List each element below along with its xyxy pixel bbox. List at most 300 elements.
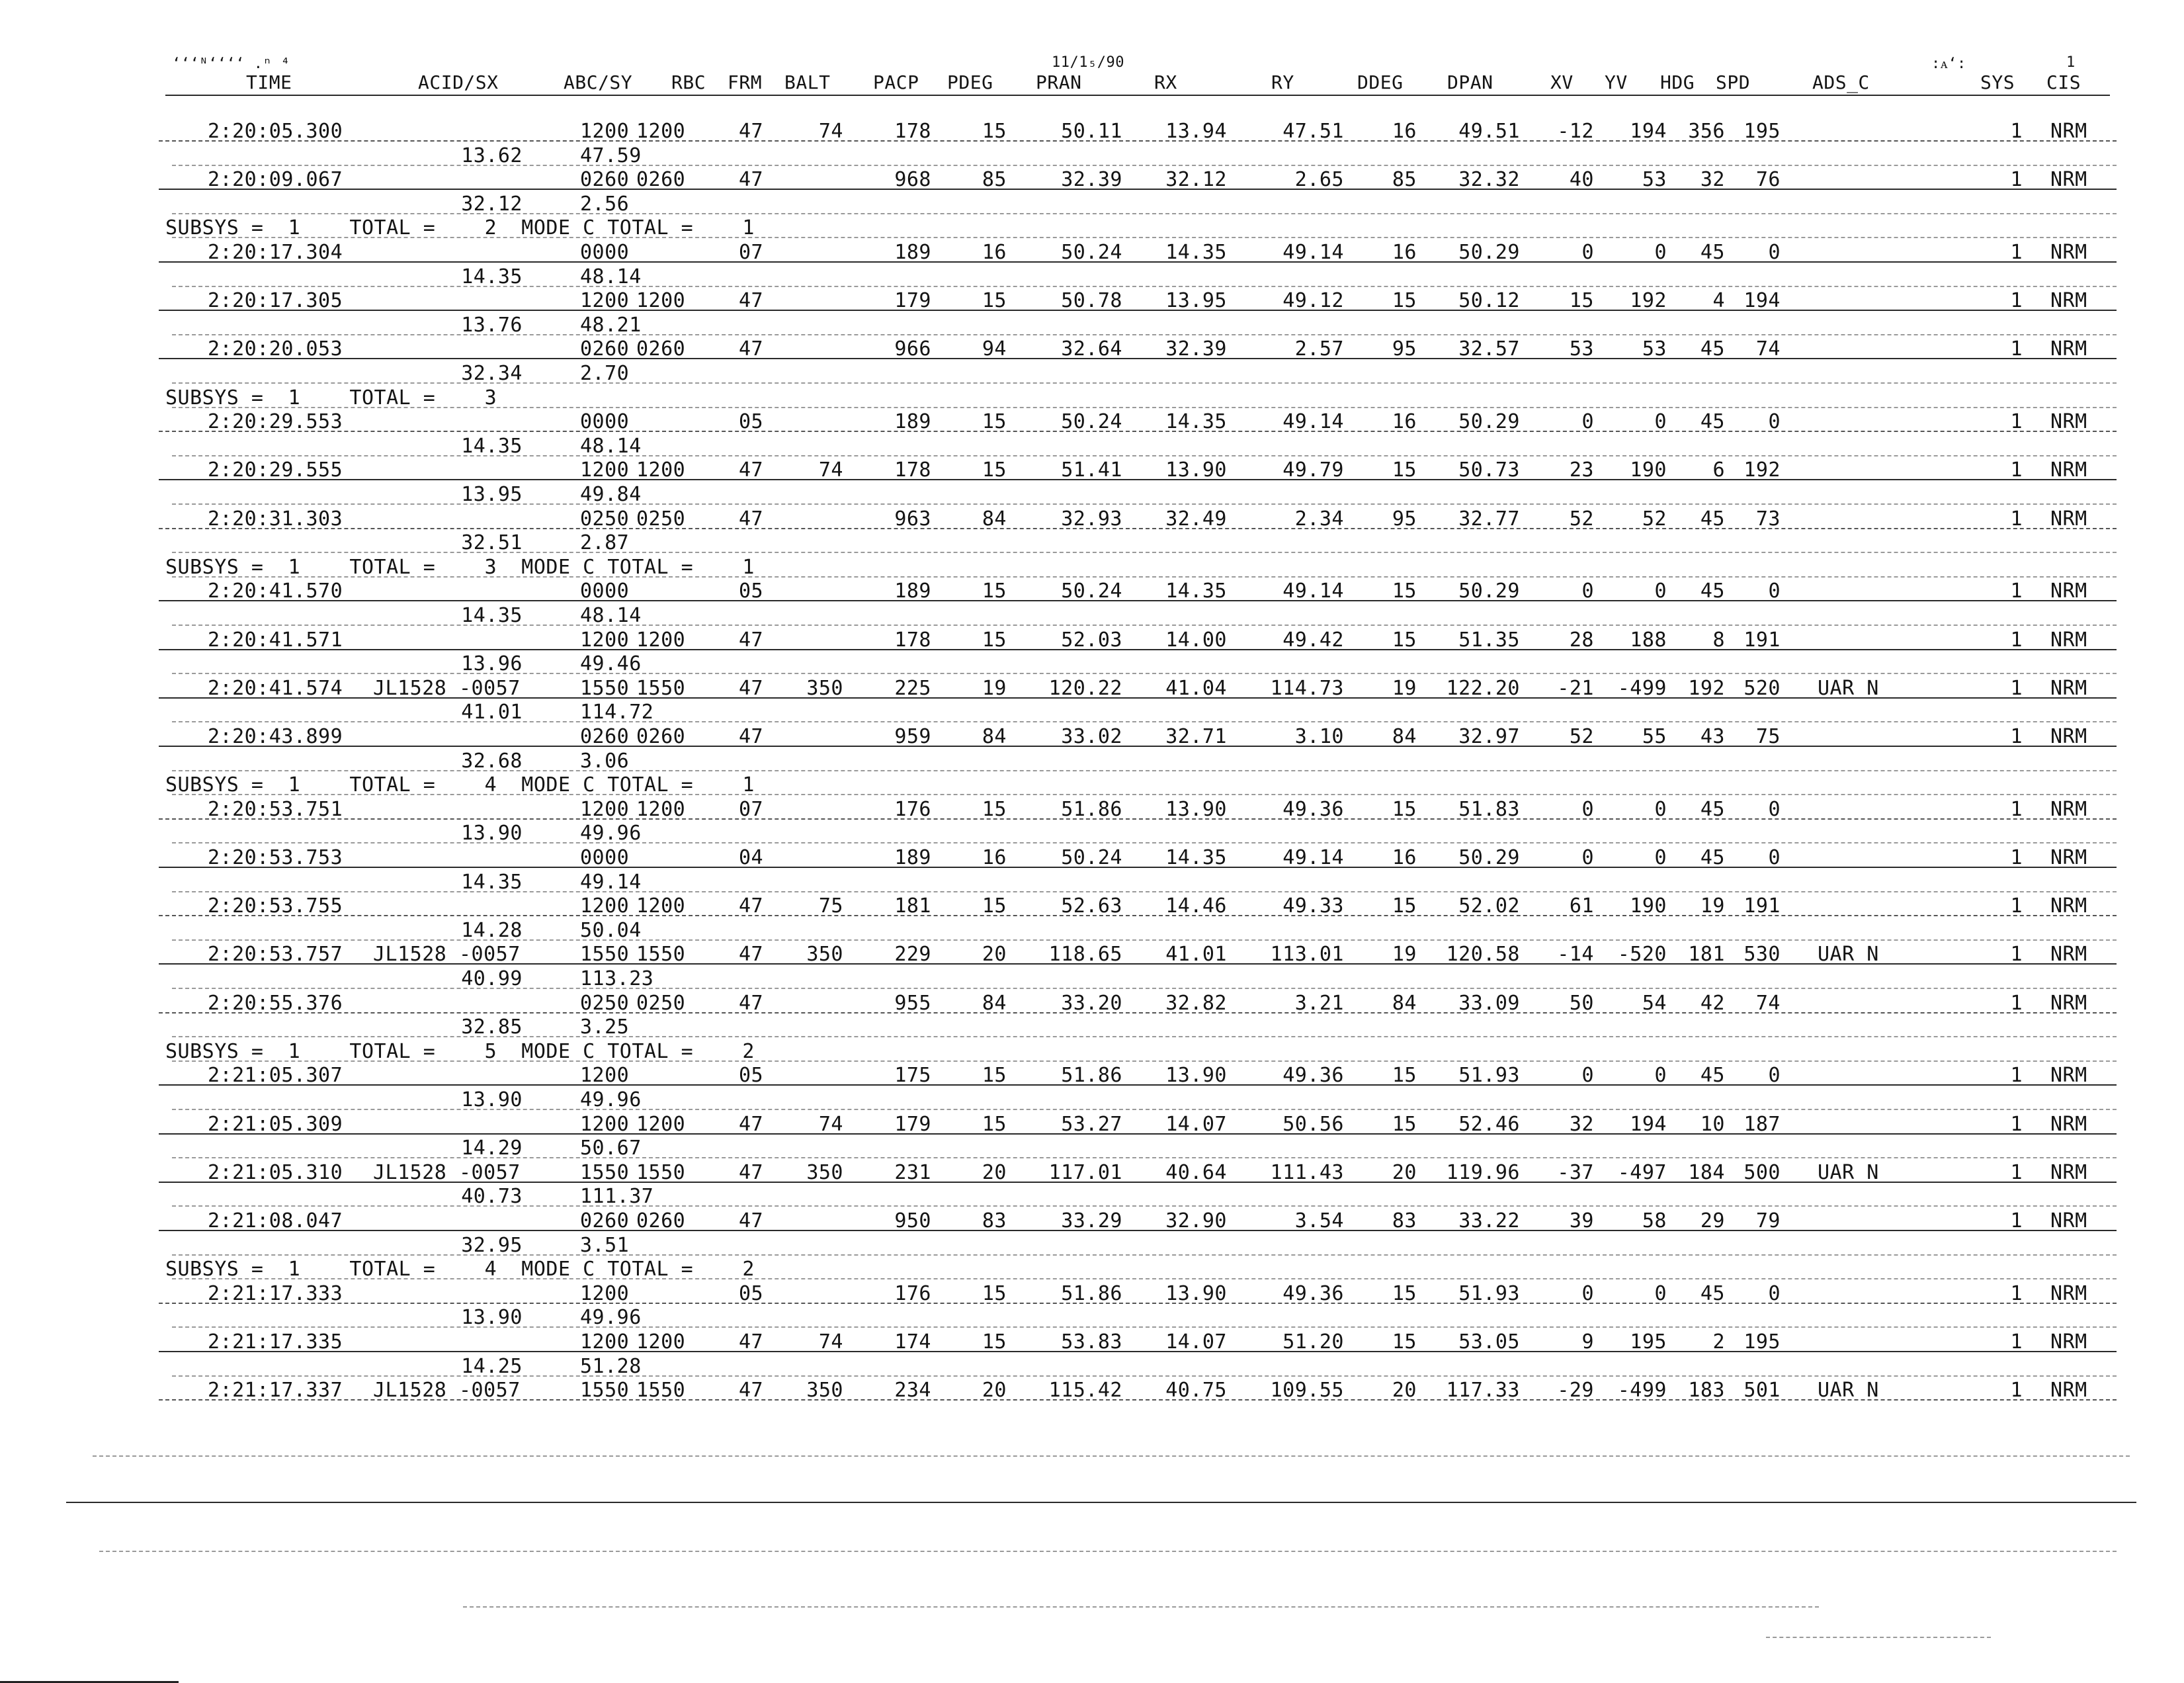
cell-time: 2:20:17.305	[208, 289, 343, 312]
cell-ddeg: 15	[1392, 580, 1417, 603]
column-header-rx: RX	[1154, 71, 1177, 93]
cell-pdeg: 85	[982, 168, 1007, 191]
cell-hdg: 45	[1700, 580, 1725, 603]
cell-yv: 190	[1630, 894, 1667, 918]
cell-pdeg: 94	[982, 337, 1007, 361]
cell-ads: UAR N	[1818, 677, 1879, 700]
cell-abc: 0260	[580, 168, 630, 191]
cell-abc: 1200	[580, 458, 630, 482]
cell-hdg: 183	[1688, 1379, 1725, 1402]
cell-frm: 47	[739, 943, 764, 966]
subrow-value-sub1: 14.25	[461, 1355, 523, 1378]
column-header-xv: XV	[1550, 71, 1574, 93]
cell-ddeg: 16	[1392, 241, 1417, 264]
cell-rx: 14.07	[1165, 1330, 1227, 1354]
cell-yv: 194	[1630, 1113, 1667, 1136]
cell-rbc: 1550	[636, 943, 686, 966]
subrow-value-sub2: 50.67	[580, 1137, 642, 1160]
cell-frm: 47	[739, 628, 764, 652]
subrow-value-sub1: 32.68	[461, 750, 523, 773]
subrow-value-sub2: 48.14	[580, 265, 642, 288]
cell-balt: 74	[818, 1113, 843, 1136]
cell-abc: 0000	[580, 846, 630, 869]
cell-xv: 0	[1581, 1064, 1594, 1087]
cell-yv: -497	[1617, 1161, 1667, 1184]
cell-hdg: 45	[1700, 241, 1725, 264]
subsystem-summary: SUBSYS = 1 TOTAL = 4 MODE C TOTAL = 2	[165, 1258, 755, 1281]
cell-frm: 47	[739, 1161, 764, 1184]
cell-ry: 51.20	[1282, 1330, 1344, 1354]
cell-rx: 14.07	[1165, 1113, 1227, 1136]
subrow-value-sub2: 2.87	[580, 531, 630, 554]
cell-balt: 350	[806, 1379, 843, 1402]
row-underline	[159, 1303, 2117, 1304]
column-header-abc-sy: ABC/SY	[564, 71, 633, 93]
cell-pacp: 225	[894, 677, 931, 700]
column-header-rbc: RBC	[671, 71, 706, 93]
subrow-underline	[172, 625, 2117, 626]
cell-rbc: 0260	[636, 337, 686, 361]
cell-ddeg: 19	[1392, 677, 1417, 700]
cell-pdeg: 19	[982, 677, 1007, 700]
subrow-underline	[172, 1254, 2117, 1256]
cell-ddeg: 84	[1392, 992, 1417, 1015]
subrow-value-sub2: 114.72	[580, 701, 654, 724]
cell-ry: 49.12	[1282, 289, 1344, 312]
cell-dpan: 32.57	[1458, 337, 1520, 361]
cell-pran: 53.27	[1061, 1113, 1122, 1136]
subrow-underline	[172, 1060, 2117, 1062]
cell-xv: 32	[1569, 1113, 1594, 1136]
cell-ddeg: 20	[1392, 1379, 1417, 1402]
subrow-value-sub1: 41.01	[461, 701, 523, 724]
cell-yv: -520	[1617, 943, 1667, 966]
trailing-rule	[1766, 1637, 1991, 1638]
cell-yv: 0	[1654, 580, 1667, 603]
cell-ry: 49.36	[1282, 798, 1344, 821]
cell-cis: NRM	[2050, 580, 2087, 603]
cell-balt: 75	[818, 894, 843, 918]
subrow-underline	[172, 891, 2117, 892]
cell-ddeg: 15	[1392, 798, 1417, 821]
cell-time: 2:21:08.047	[208, 1209, 343, 1232]
cell-dpan: 49.51	[1458, 120, 1520, 143]
cell-balt: 74	[818, 120, 843, 143]
cell-sys: 1	[2010, 1282, 2023, 1305]
cell-hdg: 43	[1700, 725, 1725, 748]
cell-frm: 47	[739, 725, 764, 748]
trailing-rule	[66, 1502, 2136, 1503]
subrow-value-sub1: 32.51	[461, 531, 523, 554]
subrow-value-sub1: 13.96	[461, 652, 523, 675]
column-header-time: TIME	[246, 71, 292, 93]
cell-cis: NRM	[2050, 241, 2087, 264]
cell-dpan: 51.83	[1458, 798, 1520, 821]
subrow-value-sub1: 32.34	[461, 362, 523, 385]
cell-frm: 47	[739, 120, 764, 143]
cell-pacp: 178	[894, 628, 931, 652]
cell-ddeg: 20	[1392, 1161, 1417, 1184]
cell-time: 2:20:53.757	[208, 943, 343, 966]
cell-ry: 50.56	[1282, 1113, 1344, 1136]
cell-hdg: 42	[1700, 992, 1725, 1015]
cell-ry: 2.34	[1294, 507, 1344, 531]
cell-pran: 50.24	[1061, 846, 1122, 869]
cell-pran: 52.63	[1061, 894, 1122, 918]
row-underline	[159, 915, 2117, 916]
cell-xv: 52	[1569, 725, 1594, 748]
cell-pacp: 174	[894, 1330, 931, 1354]
cell-pran: 50.24	[1061, 241, 1122, 264]
cell-ddeg: 16	[1392, 410, 1417, 433]
cell-pacp: 176	[894, 1282, 931, 1305]
cell-frm: 47	[739, 1379, 764, 1402]
cell-dpan: 50.29	[1458, 410, 1520, 433]
cell-sys: 1	[2010, 458, 2023, 482]
subrow-value-sub2: 49.96	[580, 1088, 642, 1111]
cell-ddeg: 15	[1392, 1330, 1417, 1354]
cell-dpan: 32.77	[1458, 507, 1520, 531]
cell-yv: 188	[1630, 628, 1667, 652]
cell-yv: -499	[1617, 677, 1667, 700]
column-header-pdeg: PDEG	[947, 71, 993, 93]
cell-cis: NRM	[2050, 943, 2087, 966]
subrow-underline	[172, 455, 2117, 456]
cell-hdg: 19	[1700, 894, 1725, 918]
cell-abc: 0000	[580, 580, 630, 603]
cell-rx: 13.90	[1165, 1282, 1227, 1305]
cell-balt: 350	[806, 677, 843, 700]
cell-abc: 1200	[580, 1113, 630, 1136]
cell-rx: 32.90	[1165, 1209, 1227, 1232]
cell-rx: 32.82	[1165, 992, 1227, 1015]
subsystem-summary: SUBSYS = 1 TOTAL = 3	[165, 386, 497, 410]
row-underline	[159, 1012, 2117, 1014]
cell-sys: 1	[2010, 1113, 2023, 1136]
cell-rx: 32.49	[1165, 507, 1227, 531]
cell-pdeg: 15	[982, 120, 1007, 143]
cell-hdg: 45	[1700, 1282, 1725, 1305]
cell-rx: 14.35	[1165, 410, 1227, 433]
cell-spd: 0	[1768, 798, 1781, 821]
cell-spd: 74	[1755, 337, 1781, 361]
cell-yv: 194	[1630, 120, 1667, 143]
column-header-spd: SPD	[1716, 71, 1751, 93]
cell-yv: 53	[1642, 337, 1667, 361]
cell-pdeg: 16	[982, 846, 1007, 869]
cell-hdg: 8	[1712, 628, 1725, 652]
cell-dpan: 53.05	[1458, 1330, 1520, 1354]
cell-ry: 111.43	[1270, 1161, 1344, 1184]
cell-cis: NRM	[2050, 337, 2087, 361]
run-id-label: ʻʻʻᴺʻʻʻʻ .ⁿ ⁴	[172, 56, 290, 72]
row-underline	[159, 358, 2117, 359]
cell-rbc: 0250	[636, 507, 686, 531]
cell-pacp: 189	[894, 410, 931, 433]
cell-rbc: 1200	[636, 1330, 686, 1354]
cell-xv: 0	[1581, 410, 1594, 433]
cell-ry: 49.14	[1282, 241, 1344, 264]
cell-cis: NRM	[2050, 725, 2087, 748]
cell-pacp: 963	[894, 507, 931, 531]
trailing-rule	[99, 1551, 2117, 1552]
cell-abc: 0000	[580, 241, 630, 264]
cell-xv: -14	[1557, 943, 1594, 966]
cell-spd: 520	[1743, 677, 1781, 700]
cell-time: 2:20:43.899	[208, 725, 343, 748]
cell-ads: UAR N	[1818, 943, 1879, 966]
cell-pran: 33.02	[1061, 725, 1122, 748]
cell-spd: 191	[1743, 628, 1781, 652]
cell-ry: 2.65	[1294, 168, 1344, 191]
cell-rbc: 1200	[636, 289, 686, 312]
cell-dpan: 51.35	[1458, 628, 1520, 652]
cell-rbc: 1200	[636, 628, 686, 652]
cell-ddeg: 95	[1392, 337, 1417, 361]
subrow-underline	[172, 673, 2117, 674]
cell-rbc: 0260	[636, 168, 686, 191]
cell-hdg: 192	[1688, 677, 1725, 700]
cell-time: 2:20:55.376	[208, 992, 343, 1015]
cell-xv: -21	[1557, 677, 1594, 700]
cell-pran: 120.22	[1048, 677, 1122, 700]
cell-yv: 55	[1642, 725, 1667, 748]
cell-frm: 47	[739, 1113, 764, 1136]
subrow-value-sub2: 50.04	[580, 919, 642, 942]
cell-pdeg: 84	[982, 507, 1007, 531]
column-header-ddeg: DDEG	[1357, 71, 1404, 93]
cell-pran: 51.86	[1061, 798, 1122, 821]
subrow-value-sub1: 13.90	[461, 1306, 523, 1329]
cell-rx: 14.35	[1165, 846, 1227, 869]
cell-sys: 1	[2010, 1161, 2023, 1184]
trailing-rule	[93, 1455, 2130, 1457]
cell-rx: 13.90	[1165, 458, 1227, 482]
column-header-frm: FRM	[728, 71, 763, 93]
cell-time: 2:20:53.755	[208, 894, 343, 918]
cell-rx: 14.46	[1165, 894, 1227, 918]
cell-pacp: 189	[894, 846, 931, 869]
cell-ddeg: 95	[1392, 507, 1417, 531]
cell-rx: 41.04	[1165, 677, 1227, 700]
cell-frm: 47	[739, 289, 764, 312]
subrow-value-sub2: 49.96	[580, 822, 642, 845]
report-date: 11/1₅/90	[1052, 54, 1124, 71]
cell-pacp: 175	[894, 1064, 931, 1087]
cell-ddeg: 16	[1392, 120, 1417, 143]
cell-spd: 0	[1768, 410, 1781, 433]
cell-time: 2:21:17.333	[208, 1282, 343, 1305]
cell-yv: 54	[1642, 992, 1667, 1015]
cell-cis: NRM	[2050, 992, 2087, 1015]
cell-abc: 1550	[580, 1161, 630, 1184]
cell-ads: UAR N	[1818, 1379, 1879, 1402]
cell-abc: 0000	[580, 410, 630, 433]
cell-time: 2:20:53.753	[208, 846, 343, 869]
subrow-value-sub2: 2.70	[580, 362, 630, 385]
subrow-underline	[172, 794, 2117, 795]
cell-rx: 40.75	[1165, 1379, 1227, 1402]
cell-ads: UAR N	[1818, 1161, 1879, 1184]
cell-ry: 49.33	[1282, 894, 1344, 918]
cell-frm: 05	[739, 410, 764, 433]
subrow-underline	[172, 576, 2117, 578]
cell-abc: 0250	[580, 992, 630, 1015]
cell-hdg: 10	[1700, 1113, 1725, 1136]
cell-cis: NRM	[2050, 798, 2087, 821]
cell-pran: 51.41	[1061, 458, 1122, 482]
column-header-sys: SYS	[1980, 71, 2015, 93]
cell-abc: 0250	[580, 507, 630, 531]
cell-pran: 32.93	[1061, 507, 1122, 531]
cell-yv: 195	[1630, 1330, 1667, 1354]
cell-pdeg: 15	[982, 1330, 1007, 1354]
cell-abc: 1200	[580, 1064, 630, 1087]
cell-dpan: 51.93	[1458, 1282, 1520, 1305]
subrow-underline	[172, 407, 2117, 408]
subrow-value-sub1: 32.95	[461, 1234, 523, 1257]
subrow-underline	[172, 1157, 2117, 1158]
cell-abc: 1200	[580, 120, 630, 143]
column-header-ads-c: ADS_C	[1812, 71, 1870, 93]
cell-ry: 49.79	[1282, 458, 1344, 482]
cell-sys: 1	[2010, 1064, 2023, 1087]
cell-pacp: 179	[894, 1113, 931, 1136]
cell-dpan: 50.29	[1458, 580, 1520, 603]
cell-yv: 0	[1654, 410, 1667, 433]
cell-abc: 1200	[580, 1282, 630, 1305]
cell-hdg: 181	[1688, 943, 1725, 966]
cell-pran: 32.64	[1061, 337, 1122, 361]
cell-dpan: 117.33	[1446, 1379, 1520, 1402]
cell-xv: 61	[1569, 894, 1594, 918]
row-underline	[159, 310, 2117, 311]
subrow-underline	[172, 1109, 2117, 1110]
column-header-yv: YV	[1605, 71, 1628, 93]
cell-time: 2:20:41.571	[208, 628, 343, 652]
cell-xv: 53	[1569, 337, 1594, 361]
cell-frm: 07	[739, 241, 764, 264]
cell-cis: NRM	[2050, 677, 2087, 700]
cell-frm: 47	[739, 507, 764, 531]
subrow-underline	[172, 552, 2117, 553]
cell-pran: 51.86	[1061, 1064, 1122, 1087]
cell-rbc: 0260	[636, 725, 686, 748]
subsystem-summary: SUBSYS = 1 TOTAL = 2 MODE C TOTAL = 1	[165, 216, 755, 239]
column-header-acid-sx: ACID/SX	[418, 71, 499, 93]
cell-sys: 1	[2010, 677, 2023, 700]
cell-pran: 50.11	[1061, 120, 1122, 143]
cell-sys: 1	[2010, 1330, 2023, 1354]
subrow-underline	[172, 165, 2117, 166]
subrow-value-sub2: 49.46	[580, 652, 642, 675]
cell-rx: 13.94	[1165, 120, 1227, 143]
cell-sx: -0057	[459, 943, 521, 966]
cell-rbc: 1200	[636, 1113, 686, 1136]
cell-pacp: 234	[894, 1379, 931, 1402]
cell-pran: 33.29	[1061, 1209, 1122, 1232]
cell-acid: JL1528	[373, 1379, 447, 1402]
cell-rx: 40.64	[1165, 1161, 1227, 1184]
cell-pran: 50.78	[1061, 289, 1122, 312]
cell-sys: 1	[2010, 628, 2023, 652]
row-underline	[159, 431, 2117, 432]
cell-frm: 47	[739, 458, 764, 482]
cell-ddeg: 85	[1392, 168, 1417, 191]
cell-ry: 49.14	[1282, 410, 1344, 433]
cell-xv: 0	[1581, 846, 1594, 869]
cell-sx: -0057	[459, 1379, 521, 1402]
cell-time: 2:20:17.304	[208, 241, 343, 264]
cell-pacp: 231	[894, 1161, 931, 1184]
cell-sys: 1	[2010, 943, 2023, 966]
cell-cis: NRM	[2050, 168, 2087, 191]
cell-spd: 75	[1755, 725, 1781, 748]
cell-ry: 2.57	[1294, 337, 1344, 361]
cell-ddeg: 15	[1392, 894, 1417, 918]
cell-hdg: 2	[1712, 1330, 1725, 1354]
subrow-value-sub2: 111.37	[580, 1185, 654, 1208]
cell-pran: 118.65	[1048, 943, 1122, 966]
cell-sys: 1	[2010, 289, 2023, 312]
cell-time: 2:20:29.553	[208, 410, 343, 433]
cell-pacp: 959	[894, 725, 931, 748]
subrow-value-sub1: 13.62	[461, 144, 523, 167]
cell-rbc: 1200	[636, 894, 686, 918]
cell-xv: 0	[1581, 1282, 1594, 1305]
cell-frm: 05	[739, 1064, 764, 1087]
cell-time: 2:21:17.335	[208, 1330, 343, 1354]
subrow-value-sub1: 13.90	[461, 1088, 523, 1111]
cell-sys: 1	[2010, 894, 2023, 918]
cell-pacp: 189	[894, 580, 931, 603]
cell-cis: NRM	[2050, 1209, 2087, 1232]
cell-xv: 50	[1569, 992, 1594, 1015]
cell-hdg: 6	[1712, 458, 1725, 482]
subrow-value-sub1: 40.99	[461, 967, 523, 990]
cell-sys: 1	[2010, 507, 2023, 531]
cell-dpan: 52.46	[1458, 1113, 1520, 1136]
cell-time: 2:21:17.337	[208, 1379, 343, 1402]
cell-xv: 0	[1581, 798, 1594, 821]
row-underline	[159, 528, 2117, 529]
cell-spd: 0	[1768, 241, 1781, 264]
cell-dpan: 52.02	[1458, 894, 1520, 918]
cell-ry: 49.42	[1282, 628, 1344, 652]
cell-ry: 114.73	[1270, 677, 1344, 700]
subrow-value-sub2: 49.84	[580, 483, 642, 506]
cell-hdg: 45	[1700, 337, 1725, 361]
page-number: 1	[2066, 54, 2076, 71]
subrow-value-sub1: 32.85	[461, 1015, 523, 1039]
subsystem-summary: SUBSYS = 1 TOTAL = 3 MODE C TOTAL = 1	[165, 556, 755, 579]
cell-cis: NRM	[2050, 628, 2087, 652]
cell-rx: 14.35	[1165, 580, 1227, 603]
cell-pdeg: 15	[982, 1113, 1007, 1136]
cell-pdeg: 15	[982, 1064, 1007, 1087]
subrow-underline	[172, 988, 2117, 989]
subrow-underline	[172, 237, 2117, 238]
cell-dpan: 50.73	[1458, 458, 1520, 482]
cell-frm: 47	[739, 677, 764, 700]
cell-balt: 74	[818, 1330, 843, 1354]
cell-yv: 0	[1654, 241, 1667, 264]
cell-pacp: 955	[894, 992, 931, 1015]
cell-rbc: 1550	[636, 1379, 686, 1402]
subrow-value-sub1: 14.28	[461, 919, 523, 942]
cell-ry: 3.54	[1294, 1209, 1344, 1232]
cell-pacp: 966	[894, 337, 931, 361]
